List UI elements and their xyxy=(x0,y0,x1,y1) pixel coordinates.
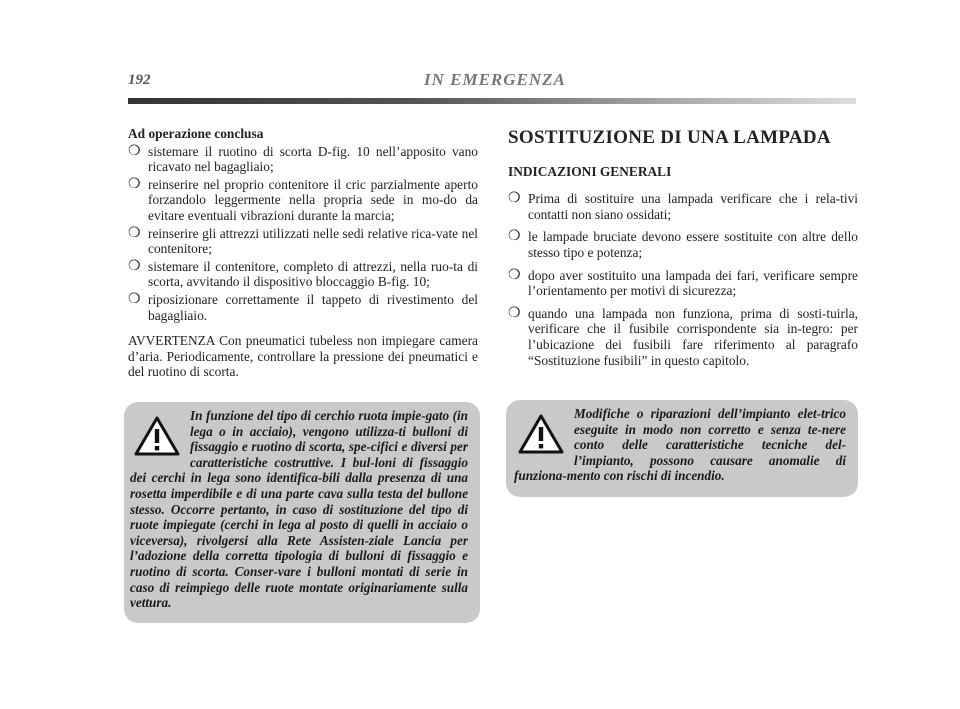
warning-triangle-icon xyxy=(518,414,564,454)
list-item: ❍ Prima di sostituire una lampada verificare che i rela-tivi contatti non siano ossidati; xyxy=(508,191,858,222)
left-bullet-list xyxy=(128,144,478,324)
list-item: ❍ reinserire gli attrezzi utilizzati nelle sedi relative rica-vate nel contenitore; xyxy=(128,225,478,257)
bullet-icon: ❍ xyxy=(508,267,521,283)
bullet-icon: ❍ xyxy=(128,143,141,159)
left-column xyxy=(128,126,478,380)
lamp-replacement-heading: SOSTITUZIONE DI UNA LAMPADA xyxy=(508,127,831,148)
bullet-icon: ❍ xyxy=(128,291,141,307)
bullet-icon: ❍ xyxy=(128,258,141,274)
page-number: 192 xyxy=(128,72,151,88)
bullet-icon: ❍ xyxy=(128,176,141,192)
header-rule xyxy=(128,98,856,104)
electrical-warning-text: Modifiche o riparazioni dell’impianto elet-trico eseguite in modo non corretto e senza te-nere conto delle caratteristiche tecniche del-l’impianto, possono causare anomalie di funziona-mento con rischi di incendio. xyxy=(514,406,846,484)
list-item: ❍ le lampade bruciate devono essere sostituite con altre dello stesso tipo e potenza; xyxy=(508,229,858,260)
list-item: ❍ sistemare il ruotino di scorta D-fig. 10 nell’apposito vano ricavato nel bagagliaio; xyxy=(128,143,478,175)
electrical-warning-box xyxy=(506,400,858,497)
tire-note: AVVERTENZA Con pneumatici tubeless non impiegare camera d’aria. Periodicamente, controllare la pressione dei pneumatici e del ruotino di scorta. xyxy=(128,333,478,380)
right-column xyxy=(508,126,858,375)
list-item: ❍ quando una lampada non funziona, prima di sosti-tuirla, verificare che il fusibile corrispondente sia in-tegro: per l’ubicazione dei fusibili fare riferimento al paragrafo “Sostituzione fusibili” in questo capitolo. xyxy=(508,305,858,368)
bullet-icon: ❍ xyxy=(508,305,521,321)
right-bullet-list xyxy=(508,191,858,368)
bullet-icon: ❍ xyxy=(508,191,521,207)
section-title: IN EMERGENZA xyxy=(424,70,566,89)
list-item: ❍ riposizionare correttamente il tappeto di rivestimento del bagagliaio. xyxy=(128,291,478,323)
list-item: ❍ reinserire nel proprio contenitore il cric parzialmente aperto forzandolo leggermente nella propria sede in mo-do da evitare eventuali vibrazioni durante la marcia; xyxy=(128,176,478,223)
bullet-icon: ❍ xyxy=(128,225,141,241)
warning-triangle-icon xyxy=(134,416,180,456)
list-item: ❍ dopo aver sostituito una lampada dei fari, verificare sempre l’orientamento per motivi di sicurezza; xyxy=(508,267,858,299)
left-subheading: Ad operazione conclusa xyxy=(128,126,264,141)
list-item: ❍ sistemare il contenitore, completo di attrezzi, nella ruo-ta di scorta, avvitando il dispositivo bloccaggio B-fig. 10; xyxy=(128,258,478,290)
bullet-icon: ❍ xyxy=(508,229,521,245)
wheel-bolts-warning-text: In funzione del tipo di cerchio ruota impie-gato (in lega o in acciaio), vengono utilizza-ti bulloni di fissaggio e ruotino di scorta, spe-cifici e diversi per caratteristiche costruttive. I bul-loni di fissaggio dei cerchi in lega sono identifica-bili dalla presenza di una rosetta imperdibile e di una parte cava sulla testa del bullone stesso. Occorre pertanto, in caso di sostituzione del tipo di ruote impiegate (cerchi in lega al posto di quelli in acciaio o viceversa), rivolgersi alla Rete Assisten-ziale Lancia per l’adozione della corretta tipologia di bulloni di fissaggio e ruotino di scorta. Conser-vare i bulloni montati di serie in caso di reimpiego delle ruote montate originariamente sulla vettura. xyxy=(130,408,468,611)
wheel-bolts-warning-box xyxy=(124,402,480,623)
general-instructions-subheading: INDICAZIONI GENERALI xyxy=(508,163,672,179)
page-header xyxy=(128,70,856,110)
